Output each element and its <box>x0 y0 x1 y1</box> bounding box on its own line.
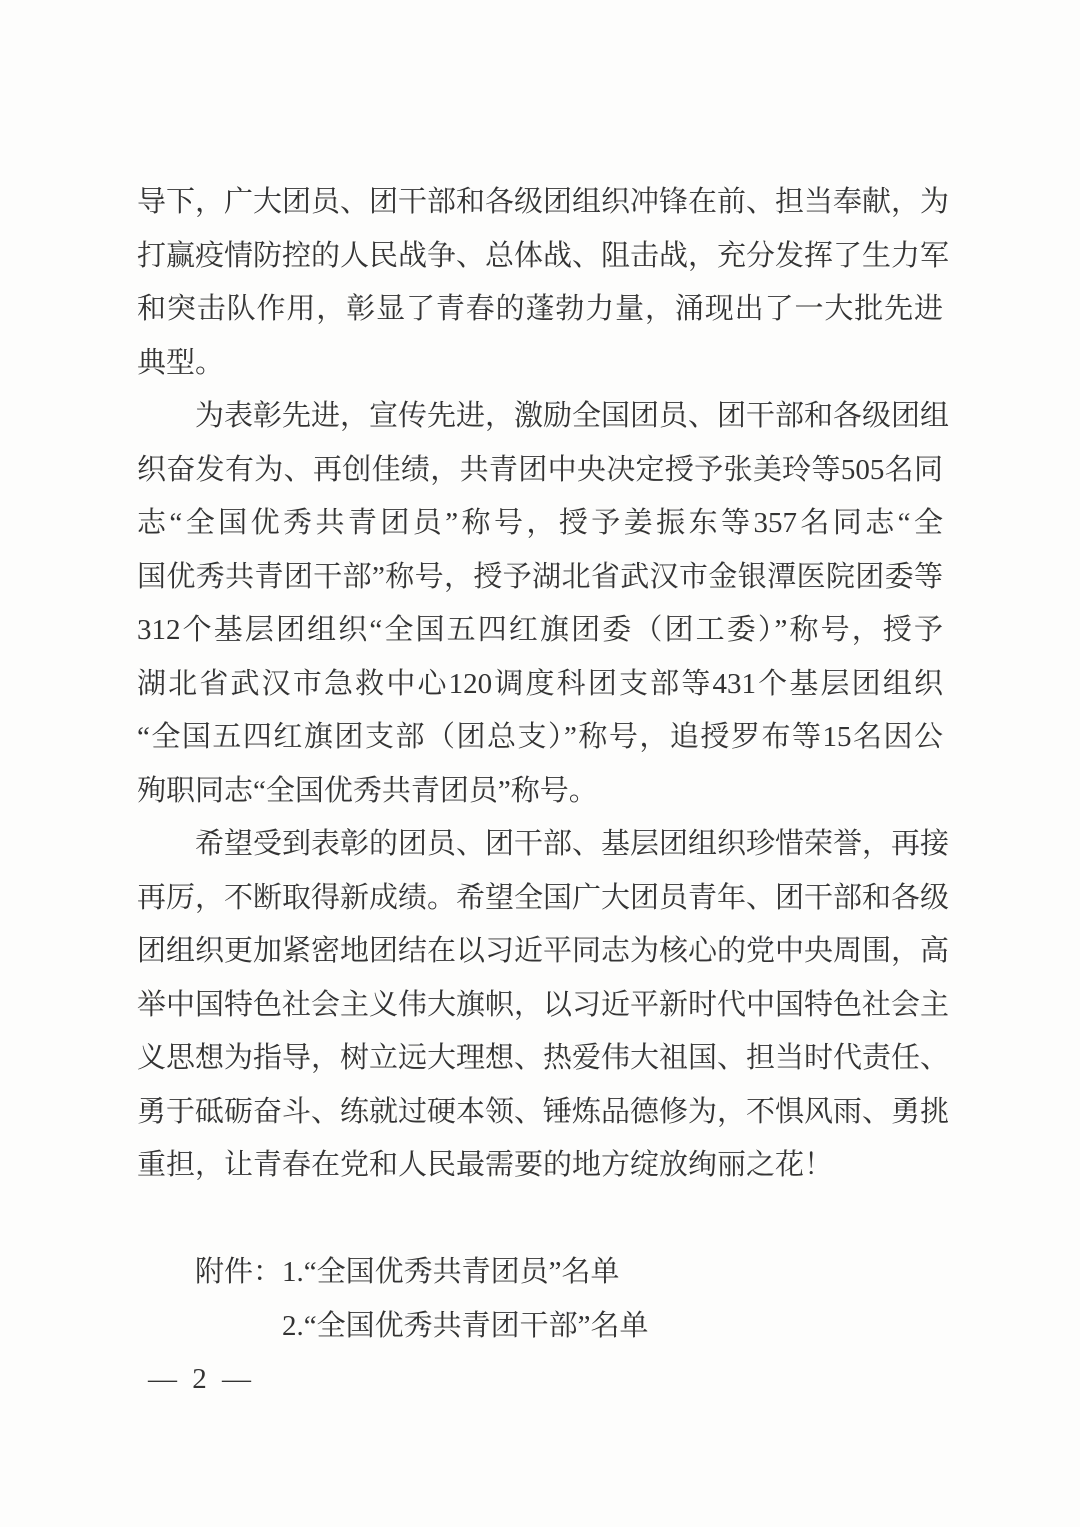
text-line: 殉职同志“全国优秀共青团员”称号。 <box>137 774 598 807</box>
text-line: 勇于砥砺奋斗、练就过硬本领、锤炼品德修为，不惧风雨、勇挑 <box>137 1095 950 1128</box>
attachment-label: 附件： <box>195 1256 283 1288</box>
text-line: 义思想为指导，树立远大理想、热爱伟大祖国、担当时代责任、 <box>137 1042 950 1074</box>
text-line: 典型。 <box>137 346 225 379</box>
attachment-section <box>137 1246 943 1353</box>
text-line: 和突击队作用，彰显了青春的蓬勃力量，涌现出了一大批先进 <box>137 293 943 325</box>
text-line: 志“全国优秀共青团员”称号，授予姜振东等357名同志“全 <box>137 507 943 539</box>
document-body <box>137 176 950 1353</box>
attachment-item: 2.“全国优秀共青团干部”名单 <box>282 1309 649 1342</box>
paragraph <box>137 390 950 818</box>
text-line: 312个基层团组织“全国五四红旗团委（团工委）”称号，授予 <box>137 614 943 646</box>
text-line: 举中国特色社会主义伟大旗帜，以习近平新时代中国特色社会主 <box>137 988 950 1021</box>
text-line: 导下，广大团员、团干部和各级团组织冲锋在前、担当奉献，为 <box>137 186 950 218</box>
text-line: 打赢疫情防控的人民战争、总体战、阻击战，充分发挥了生力军 <box>137 239 950 272</box>
text-line: 湖北省武汉市急救中心120调度科团支部等431个基层团组织 <box>137 667 943 700</box>
attachment-item: 1.“全国优秀共青团员”名单 <box>282 1256 620 1288</box>
text-line: 团组织更加紧密地团结在以习近平同志为核心的党中央周围，高 <box>137 935 950 967</box>
text-line: “全国五四红旗团支部（团总支）”称号，追授罗布等15名因公 <box>137 721 943 753</box>
attachment-list <box>282 1246 649 1353</box>
text-line: 重担，让青春在党和人民最需要的地方绽放绚丽之花！ <box>137 1149 834 1181</box>
text-line: 织奋发有为、再创佳绩，共青团中央决定授予张美玲等505名同 <box>137 453 943 486</box>
text-line: 希望受到表彰的团员、团干部、基层团组织珍惜荣誉，再接 <box>195 828 950 860</box>
text-line: 再厉，不断取得新成绩。希望全国广大团员青年、团干部和各级 <box>137 881 950 914</box>
text-line: 国优秀共青团干部”称号，授予湖北省武汉市金银潭医院团委等 <box>137 560 943 593</box>
paragraph <box>137 818 950 1193</box>
page-number: — 2 — <box>148 1363 252 1395</box>
text-line: 为表彰先进，宣传先进，激励全国团员、团干部和各级团组 <box>195 400 950 432</box>
paragraph <box>137 176 950 390</box>
